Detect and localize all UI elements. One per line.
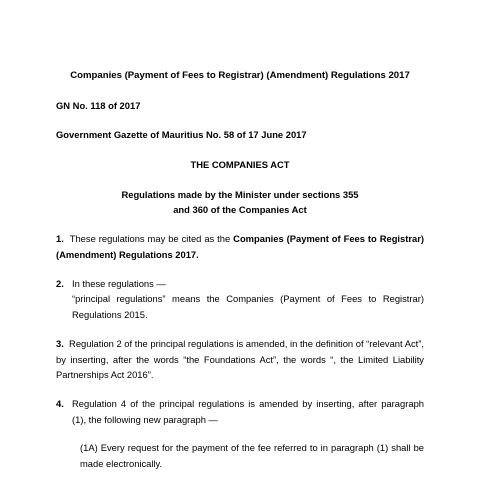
section-2-number: 2.	[56, 278, 64, 289]
section-2-intro: In these regulations —	[72, 278, 166, 289]
section-3	[56, 336, 424, 383]
regulations-heading-line-1: Regulations made by the Minister under sections 355	[121, 189, 359, 200]
section-1-text: These regulations may be cited as the	[69, 233, 234, 244]
document-title: Companies (Payment of Fees to Registrar) (Amendment) Regulations 2017	[70, 70, 410, 81]
section-3-number: 3.	[56, 338, 64, 349]
section-1-number: 1.	[56, 233, 64, 244]
section-1	[56, 231, 424, 262]
regulations-heading-line-2: and 360 of the Companies Act	[173, 204, 307, 215]
gn-number: GN No. 118 of 2017	[56, 100, 141, 111]
section-1-citation: Companies (Payment of Fees to Registrar) (Amendment) Regulations 2017.	[56, 233, 424, 260]
gazette-reference: Government Gazette of Mauritius No. 58 of 17 June 2017	[56, 129, 307, 140]
section-4-number: 4.	[56, 398, 64, 409]
section-4-text: Regulation 4 of the principal regulations is amended by inserting, after paragraph (1), the following new paragraph —	[72, 398, 424, 425]
act-heading: THE COMPANIES ACT	[190, 159, 290, 170]
section-3-text: Regulation 2 of the principal regulations is amended, in the definition of “relevant Act”, by inserting, after the words “the Foundations Act”, the words “, the Limited Liability Partnerships Act 2016”.	[56, 338, 424, 380]
section-2-definition: “principal regulations” means the Companies (Payment of Fees to Registrar) Regulations 2015.	[72, 293, 424, 320]
section-4-inserted-paragraph: (1A) Every request for the payment of the fee referred to in paragraph (1) shall be made electronically.	[80, 442, 424, 469]
